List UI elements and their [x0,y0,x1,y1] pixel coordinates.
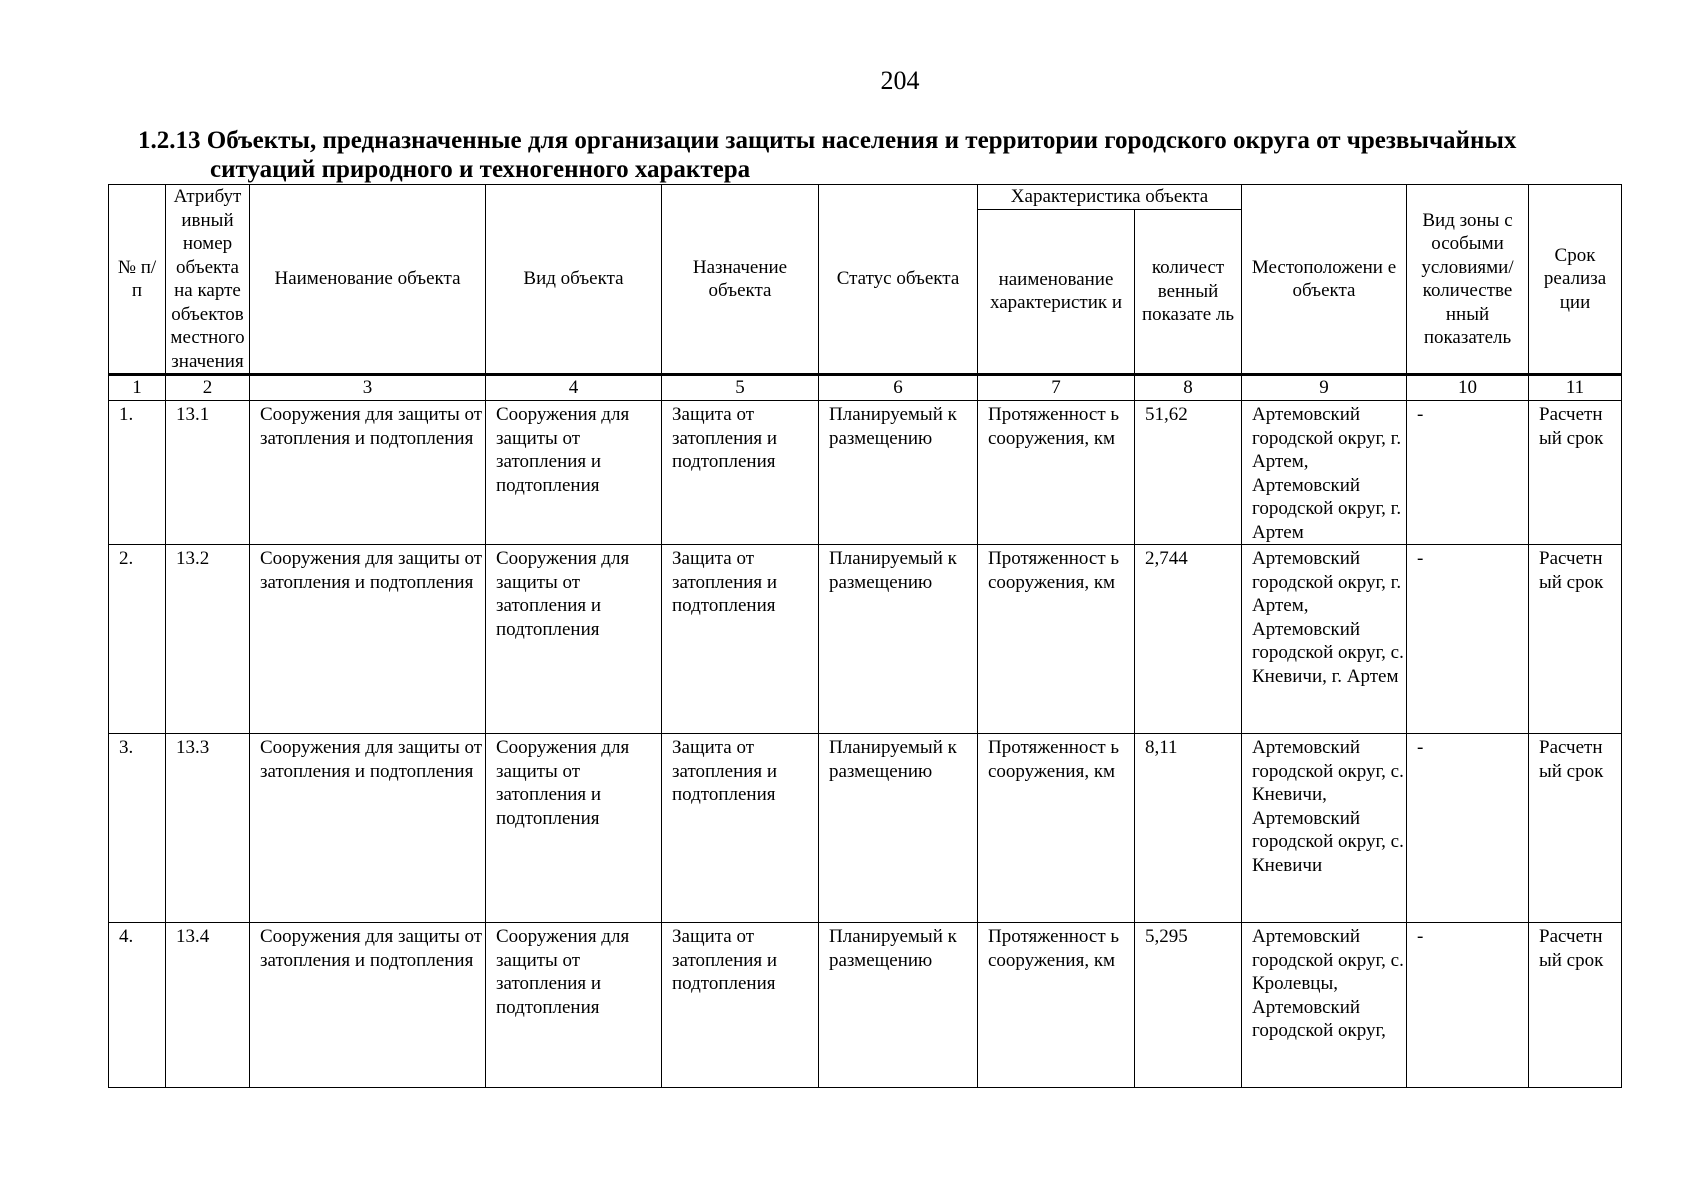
header-attr-line: местного [170,327,245,348]
header-status: Статус объекта [819,185,978,375]
row-char-name: Протяженност ь сооружения, км [978,545,1135,734]
row-object-purpose: Защита от затопления и подтопления [662,734,819,923]
column-number: 4 [486,375,662,401]
row-number: 3. [109,734,166,923]
row-number: 2. [109,545,166,734]
row-object-status: Планируемый к размещению [819,923,978,1088]
row-object-name: Сооружения для защиты от затопления и подтопления [250,545,486,734]
row-char-value: 5,295 [1135,923,1242,1088]
row-object-purpose: Защита от затопления и подтопления [662,545,819,734]
header-attr-line: объектов [171,303,244,325]
row-attr-number: 13.1 [166,401,250,545]
header-term: Срок реализа ции [1529,185,1622,375]
row-char-name: Протяженност ь сооружения, км [978,734,1135,923]
row-zone: - [1407,545,1529,734]
header-char-value: количест венный показате ль [1135,209,1242,374]
column-number: 9 [1242,375,1407,401]
row-object-name: Сооружения для защиты от затопления и подтопления [250,734,486,923]
row-object-type: Сооружения для защиты от затопления и подтопления [486,401,662,545]
header-zone: Вид зоны с особыми условиями/ количестве нный показатель [1407,185,1529,375]
header-attr-number [166,185,250,375]
row-char-name: Протяженност ь сооружения, км [978,401,1135,545]
header-location: Местоположени е объекта [1242,185,1407,375]
column-number: 6 [819,375,978,401]
row-object-type: Сооружения для защиты от затопления и подтопления [486,545,662,734]
header-purpose: Назначение объекта [662,185,819,375]
header-attr-line: на карте [174,280,241,301]
row-attr-number: 13.2 [166,545,250,734]
header-attr-line: Атрибут [173,186,242,207]
row-term: Расчетн ый срок [1529,545,1622,734]
row-term: Расчетн ый срок [1529,401,1622,545]
row-term: Расчетн ый срок [1529,734,1622,923]
table-row [109,923,1622,1088]
row-char-value: 8,11 [1135,734,1242,923]
header-characteristics-group: Характеристика объекта [978,185,1242,210]
header-attr-line: номер [182,233,233,254]
row-object-type: Сооружения для защиты от затопления и подтопления [486,923,662,1088]
row-char-name: Протяженност ь сооружения, км [978,923,1135,1088]
column-number: 3 [250,375,486,401]
column-number: 1 [109,375,166,401]
header-num: № п/п [109,185,166,375]
column-number: 11 [1529,375,1622,401]
row-object-name: Сооружения для защиты от затопления и подтопления [250,923,486,1088]
column-number: 5 [662,375,819,401]
table-row [109,545,1622,734]
row-location: Артемовский городской округ, с. Кневичи, Артемовский городской округ, с. Кневичи [1242,734,1407,923]
title-line-2: ситуаций природного и техногенного характера [210,156,751,183]
row-number: 1. [109,401,166,545]
row-object-name: Сооружения для защиты от затопления и подтопления [250,401,486,545]
row-object-status: Планируемый к размещению [819,734,978,923]
row-attr-number: 13.4 [166,923,250,1088]
header-attr-line: значения [171,350,244,372]
header-attr-line: объекта [176,256,239,278]
header-name: Наименование объекта [250,185,486,375]
row-object-purpose: Защита от затопления и подтопления [662,401,819,545]
row-zone: - [1407,401,1529,545]
table-row [109,401,1622,545]
row-object-type: Сооружения для защиты от затопления и подтопления [486,734,662,923]
row-char-value: 51,62 [1135,401,1242,545]
row-object-status: Планируемый к размещению [819,545,978,734]
header-type: Вид объекта [486,185,662,375]
column-number: 8 [1135,375,1242,401]
header-attr-line: ивный [181,209,234,231]
row-zone: - [1407,734,1529,923]
row-location: Артемовский городской округ, г. Артем, Артемовский городской округ, с. Кневичи, г. Артем [1242,545,1407,734]
row-char-value: 2,744 [1135,545,1242,734]
table-row [109,734,1622,923]
row-object-status: Планируемый к размещению [819,401,978,545]
title-line-1: 1.2.13 Объекты, предназначенные для организации защиты населения и территории городского округа от чрезвычайных [138,127,1517,154]
objects-table [108,184,1622,1088]
page-number: 204 [880,66,920,95]
row-number: 4. [109,923,166,1088]
column-number: 7 [978,375,1135,401]
row-location: Артемовский городской округ, г. Артем, Артемовский городской округ, г. Артем [1242,401,1407,545]
row-location: Артемовский городской округ, с. Кролевцы, Артемовский городской округ, [1242,923,1407,1088]
column-number: 10 [1407,375,1529,401]
section-title [138,126,1618,184]
row-object-purpose: Защита от затопления и подтопления [662,923,819,1088]
column-number-row [109,375,1622,401]
column-number: 2 [166,375,250,401]
row-term: Расчетн ый срок [1529,923,1622,1088]
row-zone: - [1407,923,1529,1088]
row-attr-number: 13.3 [166,734,250,923]
header-char-name: наименование характеристик и [978,209,1135,374]
